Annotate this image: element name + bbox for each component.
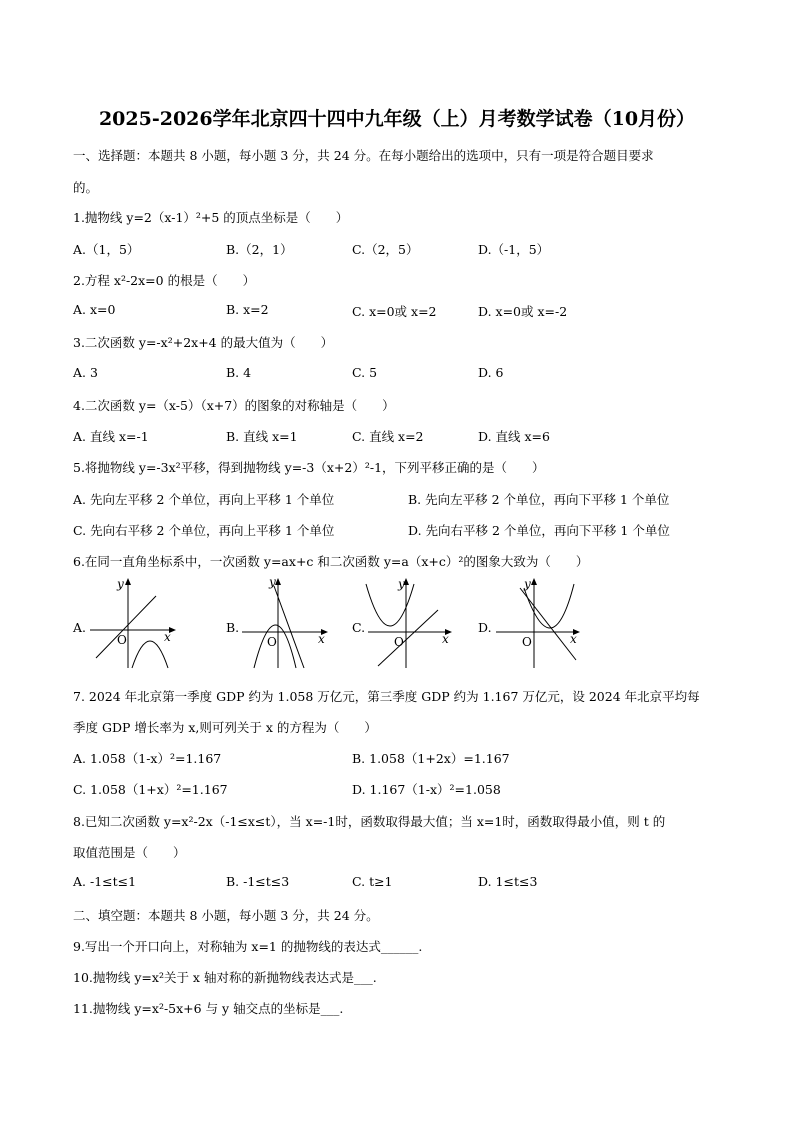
q6-option-b-label: B. [226, 620, 240, 635]
svg-text:x: x [442, 632, 449, 646]
q8-option-a: A. -1≤t≤1 [73, 874, 137, 889]
q2-option-a: A. x=0 [73, 302, 116, 317]
svg-text:O: O [267, 635, 277, 649]
q7-option-a: A. 1.058（1-x）²=1.167 [73, 751, 222, 766]
q4-stem: 4.二次函数 y=（x-5）（x+7）的图象的对称轴是（ ） [73, 398, 395, 413]
q8-option-c: C. t≥1 [352, 874, 393, 889]
q5-option-c: C. 先向右平移 2 个单位，再向上平移 1 个单位 [73, 523, 335, 538]
q6-option-c-label: C. [352, 620, 366, 635]
q2-stem: 2.方程 x²-2x=0 的根是（ ） [73, 273, 256, 288]
q4-option-a: A. 直线 x=-1 [73, 429, 149, 444]
q3-option-a: A. 3 [73, 365, 98, 380]
section1-heading-line2: 的。 [73, 180, 99, 195]
q6-stem: 6.在同一直角坐标系中，一次函数 y=ax+c 和二次函数 y=a（x+c）²的图象大致为（ ） [73, 554, 589, 569]
q5-option-b: B. 先向左平移 2 个单位，再向下平移 1 个单位 [408, 492, 670, 507]
q6-graph-c [362, 574, 462, 670]
svg-text:x: x [570, 632, 577, 646]
q7-option-c: C. 1.058（1+x）²=1.167 [73, 782, 228, 797]
svg-text:y: y [524, 577, 531, 591]
q1-stem: 1.抛物线 y=2（x-1）²+5 的顶点坐标是（ ） [73, 210, 349, 225]
q6-graph-a [84, 574, 184, 670]
q5-stem: 5.将抛物线 y=-3x²平移，得到抛物线 y=-3（x+2）²-1，下列平移正确的是（ ） [73, 460, 545, 475]
q8-option-b: B. -1≤t≤3 [226, 874, 290, 889]
q1-option-a: A.（1，5） [73, 242, 140, 257]
q5-option-d: D. 先向右平移 2 个单位，再向下平移 1 个单位 [408, 523, 670, 538]
q8-option-d: D. 1≤t≤3 [478, 874, 538, 889]
q7-option-d: D. 1.167（1-x）²=1.058 [352, 782, 501, 797]
svg-text:O: O [394, 635, 404, 649]
q10-stem: 10.抛物线 y=x²关于 x 轴对称的新抛物线表达式是___. [73, 970, 377, 985]
q3-option-d: D. 6 [478, 365, 504, 380]
q6-graph-b [238, 572, 338, 670]
svg-text:y: y [398, 577, 405, 591]
svg-text:x: x [318, 632, 325, 646]
q4-option-d: D. 直线 x=6 [478, 429, 550, 444]
q2-option-c: C. x=0或 x=2 [352, 304, 437, 319]
svg-text:y: y [117, 577, 124, 591]
page-title: 2025-2026学年北京四十四中九年级（上）月考数学试卷（10月份） [98, 108, 696, 130]
q9-stem: 9.写出一个开口向上，对称轴为 x=1 的抛物线的表达式______. [73, 939, 423, 954]
q1-option-d: D.（-1，5） [478, 242, 550, 257]
q3-stem: 3.二次函数 y=-x²+2x+4 的最大值为（ ） [73, 335, 334, 350]
svg-text:O: O [117, 633, 127, 647]
q3-option-b: B. 4 [226, 365, 252, 380]
q6-option-d-label: D. [478, 620, 492, 635]
q11-stem: 11.抛物线 y=x²-5x+6 与 y 轴交点的坐标是___. [73, 1001, 344, 1016]
q2-option-d: D. x=0或 x=-2 [478, 304, 568, 319]
svg-text:O: O [522, 635, 532, 649]
q2-option-b: B. x=2 [226, 302, 269, 317]
q7-option-b: B. 1.058（1+2x）=1.167 [352, 751, 510, 766]
q6-graph-d [490, 574, 590, 670]
q8-stem-line1: 8.已知二次函数 y=x²-2x（-1≤x≤t），当 x=-1时，函数取得最大值；当 x=1时，函数取得最小值，则 t 的 [73, 814, 666, 829]
q5-option-a: A. 先向左平移 2 个单位，再向上平移 1 个单位 [73, 492, 335, 507]
q8-stem-line2: 取值范围是（ ） [73, 845, 186, 860]
q1-option-c: C.（2，5） [352, 242, 419, 257]
q1-option-b: B.（2，1） [226, 242, 293, 257]
q4-option-c: C. 直线 x=2 [352, 429, 424, 444]
section2-heading: 二、填空题：本题共 8 小题，每小题 3 分，共 24 分。 [73, 908, 379, 923]
q7-stem-line2: 季度 GDP 增长率为 x,则可列关于 x 的方程为（ ） [73, 720, 377, 735]
q3-option-c: C. 5 [352, 365, 378, 380]
svg-text:y: y [269, 575, 276, 589]
svg-text:x: x [164, 630, 171, 644]
section1-heading-line1: 一、选择题：本题共 8 小题，每小题 3 分，共 24 分。在每小题给出的选项中，只有一项是符合题目要求 [73, 148, 654, 163]
q7-stem-line1: 7. 2024 年北京第一季度 GDP 约为 1.058 万亿元，第三季度 GDP 约为 1.167 万亿元，设 2024 年北京平均每 [73, 689, 700, 704]
q6-option-a-label: A. [73, 620, 87, 635]
q4-option-b: B. 直线 x=1 [226, 429, 298, 444]
